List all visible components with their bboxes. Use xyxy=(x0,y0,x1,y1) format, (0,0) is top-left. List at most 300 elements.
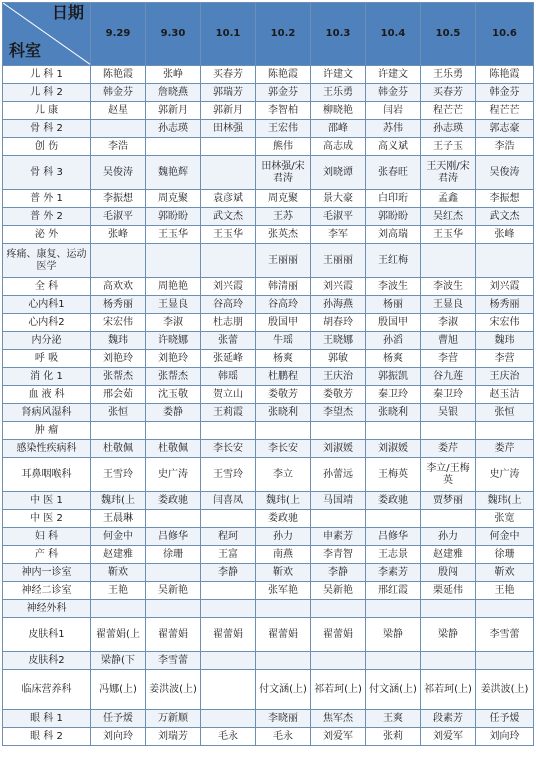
table-row xyxy=(3,458,534,492)
doctor-cell xyxy=(201,422,256,440)
doctor-cell: 韩金芬 xyxy=(366,84,421,102)
doctor-cell: 李智柏 xyxy=(256,102,311,120)
department-cell: 儿 科 1 xyxy=(3,66,91,84)
doctor-cell: 许建文 xyxy=(366,66,421,84)
doctor-cell: 娄静 xyxy=(146,404,201,422)
department-cell: 普 外 2 xyxy=(3,208,91,226)
doctor-cell: 吴新艳 xyxy=(311,582,366,600)
doctor-cell: 祁若珂(上) xyxy=(311,670,366,710)
doctor-cell: 刘兴霞 xyxy=(201,278,256,296)
doctor-cell xyxy=(311,422,366,440)
doctor-cell: 翟蕾娟(上 xyxy=(91,618,146,652)
department-cell: 妇 科 xyxy=(3,528,91,546)
doctor-cell: 王子玉 xyxy=(421,138,476,156)
doctor-cell: 孙力 xyxy=(421,528,476,546)
department-cell: 泌 外 xyxy=(3,226,91,244)
doctor-cell: 白印珩 xyxy=(366,190,421,208)
doctor-cell: 刘瑞芳 xyxy=(146,728,201,746)
doctor-cell: 刘兴霞 xyxy=(476,278,534,296)
doctor-cell xyxy=(256,422,311,440)
doctor-cell: 王莉霞 xyxy=(201,404,256,422)
doctor-cell: 王玉华 xyxy=(201,226,256,244)
doctor-cell: 李立 xyxy=(256,458,311,492)
doctor-cell xyxy=(146,510,201,528)
doctor-cell: 吴红杰 xyxy=(421,208,476,226)
department-cell: 普 外 1 xyxy=(3,190,91,208)
table-row xyxy=(3,728,534,746)
doctor-cell: 祁若珂(上) xyxy=(421,670,476,710)
doctor-cell: 魏玮(上 xyxy=(256,492,311,510)
table-row xyxy=(3,528,534,546)
date-header: 10.1 xyxy=(201,3,256,66)
doctor-cell: 栗延伟 xyxy=(421,582,476,600)
doctor-cell xyxy=(421,510,476,528)
doctor-cell: 段素芳 xyxy=(421,710,476,728)
table-row xyxy=(3,244,534,278)
doctor-cell: 张蕾 xyxy=(201,332,256,350)
date-header: 10.4 xyxy=(366,3,421,66)
doctor-cell: 南燕 xyxy=(256,546,311,564)
doctor-cell: 邢会茹 xyxy=(91,386,146,404)
doctor-cell: 李静 xyxy=(311,564,366,582)
doctor-cell: 王富 xyxy=(201,546,256,564)
corner-header xyxy=(3,3,91,66)
table-row xyxy=(3,350,534,368)
doctor-cell: 刘艳玲 xyxy=(91,350,146,368)
department-cell: 眼 科 1 xyxy=(3,710,91,728)
doctor-cell: 翟蕾娟 xyxy=(256,618,311,652)
table-row xyxy=(3,492,534,510)
doctor-cell: 姜洪波(上) xyxy=(146,670,201,710)
doctor-cell: 吕修华 xyxy=(146,528,201,546)
doctor-cell: 焦军杰 xyxy=(311,710,366,728)
doctor-cell: 贾梦丽 xyxy=(421,492,476,510)
doctor-cell: 刘向玲 xyxy=(91,728,146,746)
doctor-cell: 贺立山 xyxy=(201,386,256,404)
table-row xyxy=(3,618,534,652)
doctor-cell xyxy=(201,670,256,710)
doctor-cell: 王雪玲 xyxy=(201,458,256,492)
doctor-cell: 李淑 xyxy=(421,314,476,332)
doctor-cell: 何金中 xyxy=(91,528,146,546)
doctor-cell: 史广涛 xyxy=(146,458,201,492)
doctor-cell: 任予煖 xyxy=(91,710,146,728)
doctor-cell: 杨秀丽 xyxy=(91,296,146,314)
corner-dept-label: 科室 xyxy=(9,41,42,60)
doctor-cell xyxy=(201,156,256,190)
department-cell: 临床营养科 xyxy=(3,670,91,710)
doctor-cell: 王乐勇 xyxy=(421,66,476,84)
doctor-cell: 宋宏伟 xyxy=(476,314,534,332)
date-header: 10.2 xyxy=(256,3,311,66)
doctor-cell: 刘淑媛 xyxy=(311,440,366,458)
doctor-cell: 王艳 xyxy=(476,582,534,600)
doctor-cell: 李素芳 xyxy=(366,564,421,582)
doctor-cell: 张晓利 xyxy=(366,404,421,422)
doctor-cell: 陈艳霞 xyxy=(476,66,534,84)
doctor-cell: 赵建雅 xyxy=(421,546,476,564)
doctor-cell: 高义斌 xyxy=(366,138,421,156)
doctor-cell: 熊伟 xyxy=(256,138,311,156)
duty-schedule-table xyxy=(2,2,534,746)
doctor-cell: 何金中 xyxy=(476,528,534,546)
department-cell: 神经二诊室 xyxy=(3,582,91,600)
doctor-cell: 李青智 xyxy=(311,546,366,564)
doctor-cell: 张晓利 xyxy=(256,404,311,422)
table-row xyxy=(3,404,534,422)
doctor-cell: 张帮杰 xyxy=(146,368,201,386)
doctor-cell xyxy=(91,600,146,618)
table-row xyxy=(3,422,534,440)
doctor-cell: 孙志瑛 xyxy=(421,120,476,138)
department-cell: 骨 科 3 xyxy=(3,156,91,190)
table-row xyxy=(3,278,534,296)
table-header xyxy=(3,3,534,66)
doctor-cell: 秦卫玲 xyxy=(366,386,421,404)
doctor-cell: 王庆治 xyxy=(311,368,366,386)
doctor-cell: 翟蕾娟 xyxy=(311,618,366,652)
doctor-cell xyxy=(201,600,256,618)
doctor-cell: 张英杰 xyxy=(256,226,311,244)
doctor-cell: 李静 xyxy=(201,564,256,582)
table-row xyxy=(3,546,534,564)
doctor-cell xyxy=(476,652,534,670)
date-header: 9.29 xyxy=(91,3,146,66)
doctor-cell xyxy=(366,510,421,528)
doctor-cell: 郭瑞芳 xyxy=(201,84,256,102)
doctor-cell xyxy=(146,564,201,582)
table-row xyxy=(3,120,534,138)
doctor-cell: 史广涛 xyxy=(476,458,534,492)
doctor-cell: 李振想 xyxy=(91,190,146,208)
doctor-cell: 孙力 xyxy=(256,528,311,546)
table-row xyxy=(3,84,534,102)
doctor-cell: 张莉 xyxy=(366,728,421,746)
doctor-cell xyxy=(146,138,201,156)
doctor-cell xyxy=(201,710,256,728)
table-row xyxy=(3,208,534,226)
doctor-cell xyxy=(366,422,421,440)
table-row xyxy=(3,710,534,728)
department-cell: 儿 康 xyxy=(3,102,91,120)
doctor-cell: 李波生 xyxy=(366,278,421,296)
department-cell: 耳鼻咽喉科 xyxy=(3,458,91,492)
doctor-cell: 冯娜(上) xyxy=(91,670,146,710)
department-cell: 产 科 xyxy=(3,546,91,564)
doctor-cell: 程珂 xyxy=(201,528,256,546)
doctor-cell: 刘向玲 xyxy=(476,728,534,746)
department-cell: 骨 科 2 xyxy=(3,120,91,138)
doctor-cell: 买春芳 xyxy=(201,66,256,84)
department-cell: 中 医 2 xyxy=(3,510,91,528)
doctor-cell: 王丽丽 xyxy=(256,244,311,278)
doctor-cell: 马国靖 xyxy=(311,492,366,510)
doctor-cell: 谷高玲 xyxy=(201,296,256,314)
doctor-cell: 王玉华 xyxy=(146,226,201,244)
doctor-cell: 任予煖 xyxy=(476,710,534,728)
doctor-cell: 陈艳霞 xyxy=(91,66,146,84)
doctor-cell: 王晓娜 xyxy=(311,332,366,350)
doctor-cell xyxy=(476,422,534,440)
doctor-cell: 刘兴霞 xyxy=(311,278,366,296)
doctor-cell: 翟蕾娟 xyxy=(146,618,201,652)
doctor-cell: 魏玮 xyxy=(476,332,534,350)
doctor-cell xyxy=(91,120,146,138)
doctor-cell: 杜鹏程 xyxy=(256,368,311,386)
doctor-cell: 娄敬芳 xyxy=(311,386,366,404)
doctor-cell: 王晨琳 xyxy=(91,510,146,528)
doctor-cell xyxy=(421,244,476,278)
doctor-cell: 邢红霞 xyxy=(366,582,421,600)
table-row xyxy=(3,332,534,350)
doctor-cell xyxy=(311,600,366,618)
doctor-cell: 程芒芒 xyxy=(421,102,476,120)
table-row xyxy=(3,564,534,582)
doctor-cell: 曹旭 xyxy=(421,332,476,350)
doctor-cell: 梁静(下 xyxy=(91,652,146,670)
doctor-cell: 景大豪 xyxy=(311,190,366,208)
department-cell: 呼 吸 xyxy=(3,350,91,368)
doctor-cell: 梁静 xyxy=(421,618,476,652)
doctor-cell: 王庆治 xyxy=(476,368,534,386)
doctor-cell: 魏艳辉 xyxy=(146,156,201,190)
doctor-cell: 李军 xyxy=(311,226,366,244)
doctor-cell: 苏伟 xyxy=(366,120,421,138)
doctor-cell xyxy=(201,138,256,156)
doctor-cell xyxy=(311,510,366,528)
doctor-cell: 高志成 xyxy=(311,138,366,156)
doctor-cell: 李长安 xyxy=(256,440,311,458)
doctor-cell xyxy=(476,600,534,618)
doctor-cell xyxy=(146,244,201,278)
date-header: 10.3 xyxy=(311,3,366,66)
doctor-cell: 徐珊 xyxy=(146,546,201,564)
table-row xyxy=(3,102,534,120)
doctor-cell: 靳欢 xyxy=(476,564,534,582)
doctor-cell: 王显良 xyxy=(146,296,201,314)
doctor-cell: 谷九莲 xyxy=(421,368,476,386)
doctor-cell: 魏玮(上 xyxy=(91,492,146,510)
doctor-cell: 田林强/宋君涛 xyxy=(256,156,311,190)
doctor-cell: 赵玉洁 xyxy=(476,386,534,404)
doctor-cell: 田林强 xyxy=(201,120,256,138)
doctor-cell: 杨秀丽 xyxy=(476,296,534,314)
doctor-cell: 韩金芬 xyxy=(476,84,534,102)
department-cell: 内分泌 xyxy=(3,332,91,350)
doctor-cell: 韩清丽 xyxy=(256,278,311,296)
department-cell: 心内科1 xyxy=(3,296,91,314)
doctor-cell: 郭盼盼 xyxy=(366,208,421,226)
doctor-cell: 王雪玲 xyxy=(91,458,146,492)
doctor-cell: 张恒 xyxy=(91,404,146,422)
doctor-cell: 闫岩 xyxy=(366,102,421,120)
doctor-cell: 王艳 xyxy=(91,582,146,600)
doctor-cell: 刘艳玲 xyxy=(146,350,201,368)
doctor-cell: 杜敬佩 xyxy=(146,440,201,458)
doctor-cell: 郭金芬 xyxy=(256,84,311,102)
doctor-cell: 郭志豪 xyxy=(476,120,534,138)
doctor-cell: 王乐勇 xyxy=(311,84,366,102)
doctor-cell: 孙志瑛 xyxy=(146,120,201,138)
doctor-cell: 张峰 xyxy=(476,226,534,244)
doctor-cell: 王丽丽 xyxy=(311,244,366,278)
doctor-cell: 娄芹 xyxy=(421,440,476,458)
doctor-cell: 娄芹 xyxy=(476,440,534,458)
doctor-cell xyxy=(91,244,146,278)
doctor-cell: 牛瑶 xyxy=(256,332,311,350)
table-row xyxy=(3,296,534,314)
doctor-cell: 李晓丽 xyxy=(256,710,311,728)
table-row xyxy=(3,670,534,710)
doctor-cell: 刘爱军 xyxy=(421,728,476,746)
doctor-cell: 吴银 xyxy=(421,404,476,422)
doctor-cell: 吴俊涛 xyxy=(476,156,534,190)
doctor-cell: 许建文 xyxy=(311,66,366,84)
doctor-cell: 李长安 xyxy=(201,440,256,458)
doctor-cell: 李立/王梅英 xyxy=(421,458,476,492)
doctor-cell: 李淑 xyxy=(146,314,201,332)
doctor-cell xyxy=(146,422,201,440)
department-cell: 皮肤科1 xyxy=(3,618,91,652)
doctor-cell xyxy=(421,422,476,440)
table-row xyxy=(3,66,534,84)
doctor-cell: 王红梅 xyxy=(366,244,421,278)
department-cell: 全 科 xyxy=(3,278,91,296)
doctor-cell: 胡春玲 xyxy=(311,314,366,332)
doctor-cell: 申素芳 xyxy=(311,528,366,546)
table-row xyxy=(3,600,534,618)
table-row xyxy=(3,138,534,156)
department-cell: 眼 科 2 xyxy=(3,728,91,746)
doctor-cell: 王玉华 xyxy=(421,226,476,244)
table-row xyxy=(3,440,534,458)
doctor-cell xyxy=(201,582,256,600)
doctor-cell: 武文杰 xyxy=(201,208,256,226)
doctor-cell: 魏玮 xyxy=(91,332,146,350)
doctor-cell: 王天刚/宋君涛 xyxy=(421,156,476,190)
doctor-cell xyxy=(201,244,256,278)
table-row xyxy=(3,190,534,208)
doctor-cell: 万新顺 xyxy=(146,710,201,728)
doctor-cell: 付文涵(上) xyxy=(256,670,311,710)
doctor-cell: 娄政驰 xyxy=(146,492,201,510)
date-header: 10.5 xyxy=(421,3,476,66)
doctor-cell: 王显良 xyxy=(421,296,476,314)
doctor-cell: 李雪蕾 xyxy=(146,652,201,670)
doctor-cell: 陈艳霞 xyxy=(256,66,311,84)
doctor-cell: 毛淑平 xyxy=(311,208,366,226)
table-row xyxy=(3,226,534,244)
doctor-cell: 郭新月 xyxy=(146,102,201,120)
doctor-cell: 王志景 xyxy=(366,546,421,564)
doctor-cell: 刘爱军 xyxy=(311,728,366,746)
table-row xyxy=(3,314,534,332)
doctor-cell: 李浩 xyxy=(91,138,146,156)
department-cell: 中 医 1 xyxy=(3,492,91,510)
doctor-cell: 殷国甲 xyxy=(256,314,311,332)
table-row xyxy=(3,368,534,386)
doctor-cell: 王梅英 xyxy=(366,458,421,492)
table-row xyxy=(3,510,534,528)
doctor-cell: 李望杰 xyxy=(311,404,366,422)
department-cell: 儿 科 2 xyxy=(3,84,91,102)
doctor-cell: 杜志朋 xyxy=(201,314,256,332)
doctor-cell: 买春芳 xyxy=(421,84,476,102)
department-cell: 创 伤 xyxy=(3,138,91,156)
department-cell: 神经外科 xyxy=(3,600,91,618)
header-row xyxy=(3,3,534,66)
doctor-cell: 靳欢 xyxy=(256,564,311,582)
doctor-cell xyxy=(201,652,256,670)
doctor-cell: 李浩 xyxy=(476,138,534,156)
doctor-cell: 孙蕾远 xyxy=(311,458,366,492)
doctor-cell: 梁静 xyxy=(366,618,421,652)
doctor-cell: 张帮杰 xyxy=(91,368,146,386)
doctor-cell: 张春旺 xyxy=(366,156,421,190)
doctor-cell: 王爽 xyxy=(366,710,421,728)
doctor-cell: 孙海燕 xyxy=(311,296,366,314)
doctor-cell: 魏玮(上 xyxy=(476,492,534,510)
doctor-cell: 许晓娜 xyxy=(146,332,201,350)
doctor-cell: 詹晓燕 xyxy=(146,84,201,102)
doctor-cell: 秦卫玲 xyxy=(421,386,476,404)
doctor-cell: 杨爽 xyxy=(366,350,421,368)
doctor-cell: 徐珊 xyxy=(476,546,534,564)
doctor-cell: 袁彦斌 xyxy=(201,190,256,208)
department-cell: 神内一诊室 xyxy=(3,564,91,582)
doctor-cell: 韩金芬 xyxy=(91,84,146,102)
doctor-cell: 张峰 xyxy=(91,226,146,244)
doctor-cell: 吴俊涛 xyxy=(91,156,146,190)
doctor-cell: 李营 xyxy=(476,350,534,368)
doctor-cell: 毛永 xyxy=(201,728,256,746)
doctor-cell: 刘淑媛 xyxy=(366,440,421,458)
corner-date-label: 日期 xyxy=(51,3,84,22)
doctor-cell: 孟鑫 xyxy=(421,190,476,208)
doctor-cell xyxy=(366,600,421,618)
doctor-cell: 郭敏 xyxy=(311,350,366,368)
doctor-cell: 殷闯 xyxy=(421,564,476,582)
department-cell: 感染性疾病科 xyxy=(3,440,91,458)
doctor-cell: 赵星 xyxy=(91,102,146,120)
doctor-cell: 韩瑶 xyxy=(201,368,256,386)
doctor-cell: 闫喜凤 xyxy=(201,492,256,510)
doctor-cell: 付文涵(上) xyxy=(366,670,421,710)
doctor-cell xyxy=(476,244,534,278)
department-cell: 肿 瘤 xyxy=(3,422,91,440)
doctor-cell: 李营 xyxy=(421,350,476,368)
table-row xyxy=(3,386,534,404)
doctor-cell: 程芒芒 xyxy=(476,102,534,120)
doctor-cell xyxy=(421,652,476,670)
doctor-cell: 李波生 xyxy=(421,278,476,296)
doctor-cell: 娄敬芳 xyxy=(256,386,311,404)
department-cell: 消 化 1 xyxy=(3,368,91,386)
doctor-cell xyxy=(421,600,476,618)
department-cell: 疼痛、康复、运动医学 xyxy=(3,244,91,278)
doctor-cell: 吕修华 xyxy=(366,528,421,546)
doctor-cell: 郭盼盼 xyxy=(146,208,201,226)
doctor-cell: 宋宏伟 xyxy=(91,314,146,332)
doctor-cell: 孙滔 xyxy=(366,332,421,350)
doctor-cell: 郭新月 xyxy=(201,102,256,120)
doctor-cell: 殷国甲 xyxy=(366,314,421,332)
doctor-cell: 谷高玲 xyxy=(256,296,311,314)
doctor-cell xyxy=(256,600,311,618)
doctor-cell: 沈玉敬 xyxy=(146,386,201,404)
department-cell: 皮肤科2 xyxy=(3,652,91,670)
doctor-cell: 刘晓谭 xyxy=(311,156,366,190)
